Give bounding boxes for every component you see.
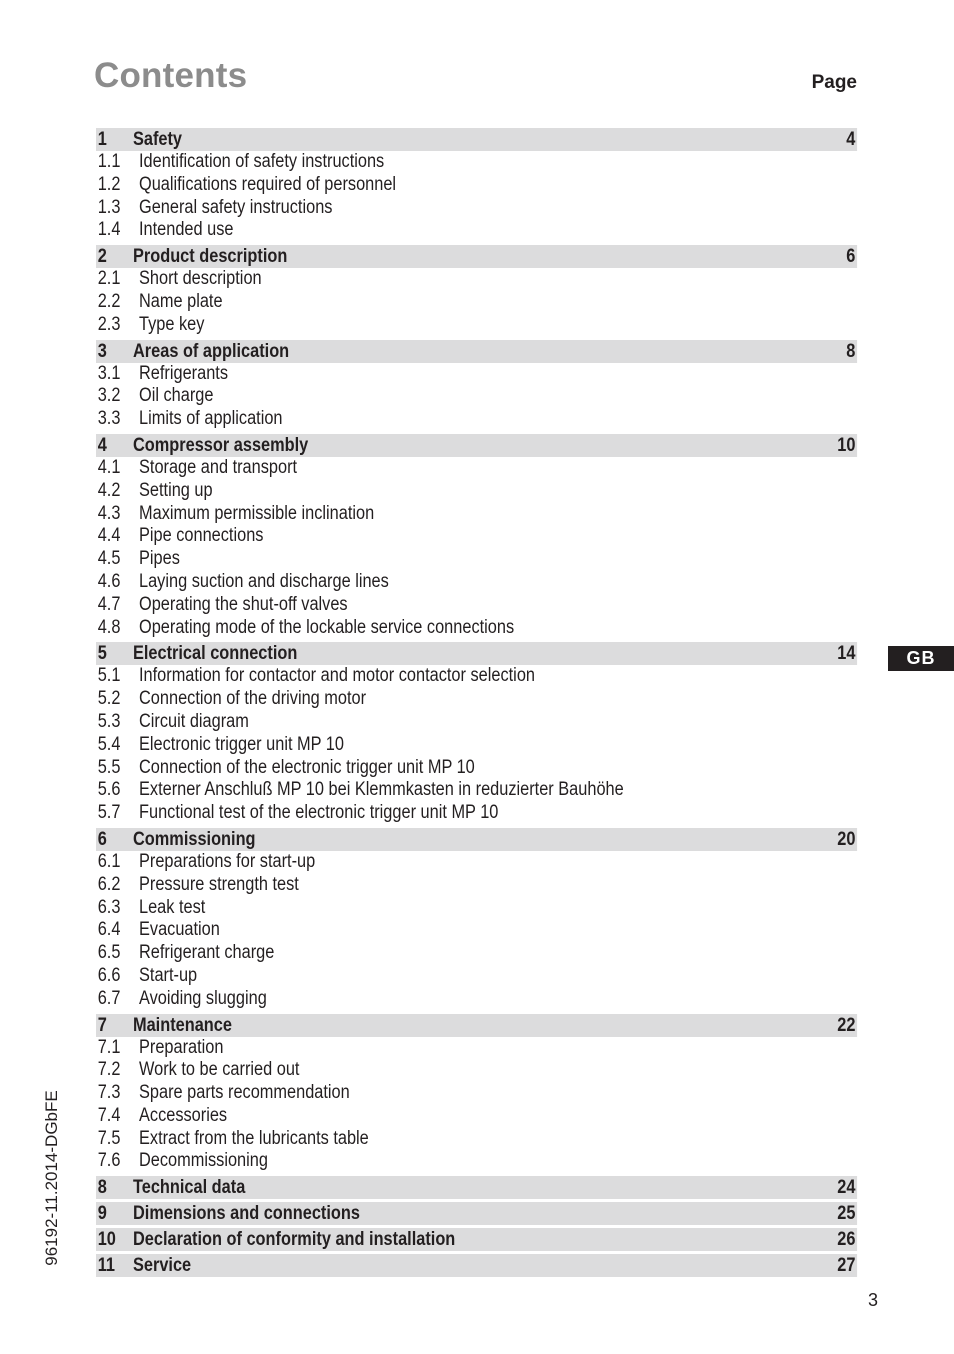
- toc-entry-title: Accessories: [139, 1104, 228, 1126]
- toc-entry-row: [96, 988, 857, 1011]
- toc-entry-number: 3.2: [97, 385, 121, 407]
- toc-entry-title: Work to be carried out: [139, 1059, 300, 1081]
- toc-entry-number: 7.6: [97, 1150, 121, 1172]
- toc-entry-title: Name plate: [139, 290, 223, 312]
- toc-entry-row: [96, 919, 857, 942]
- toc-entry-number: 5.6: [97, 779, 121, 801]
- toc-entry-title: Intended use: [139, 219, 234, 241]
- toc-entry-title: Spare parts recommendation: [139, 1082, 350, 1104]
- toc-section-number: 8: [97, 1177, 107, 1199]
- toc-entry-row: [96, 314, 857, 337]
- toc-entry-row: [96, 1059, 857, 1082]
- toc-section-row: [96, 1254, 857, 1277]
- toc-entry-title: Oil charge: [139, 385, 214, 407]
- toc-section-number: 3: [97, 340, 107, 362]
- toc-entry-title: Pipes: [139, 548, 180, 570]
- toc-entry-row: [96, 503, 857, 526]
- toc-entry-row: [96, 525, 857, 548]
- toc-entry-row: [96, 594, 857, 617]
- toc-section-title: Safety: [132, 129, 183, 150]
- toc-entry-number: 1.1: [97, 151, 121, 172]
- table-of-contents: [96, 128, 857, 1280]
- toc-entry-number: 5.1: [97, 665, 121, 687]
- toc-entry-number: 5.7: [97, 802, 121, 824]
- toc-section-row: [96, 642, 857, 665]
- toc-entry-title: Information for contactor and motor contactor selection: [139, 665, 535, 687]
- toc-section-row: [96, 828, 857, 851]
- toc-entry-number: 2.2: [97, 290, 121, 312]
- toc-section-page: 24: [837, 1177, 856, 1199]
- toc-section-number: 5: [97, 643, 107, 665]
- toc-entry-row: [96, 779, 857, 802]
- toc-entry-title: Laying suction and discharge lines: [139, 570, 389, 592]
- toc-section-page: 25: [837, 1203, 856, 1225]
- toc-entry-row: [96, 480, 857, 503]
- toc-entry-number: 6.3: [97, 896, 121, 918]
- section-gap: [96, 1277, 857, 1280]
- toc-entry-row: [96, 897, 857, 920]
- toc-section-title: Compressor assembly: [132, 434, 309, 456]
- toc-entry-row: [96, 757, 857, 780]
- toc-entry-number: 4.6: [97, 570, 121, 592]
- toc-entry-title: Storage and transport: [139, 456, 298, 478]
- toc-section-title: Maintenance: [132, 1014, 232, 1036]
- toc-entry-number: 6.2: [97, 873, 121, 895]
- toc-entry-title: Maximum permissible inclination: [139, 502, 375, 524]
- toc-entry-number: 4.3: [97, 502, 121, 524]
- toc-section-number: 6: [97, 828, 107, 850]
- toc-entry-row: [96, 385, 857, 408]
- toc-entry-title: Limits of application: [139, 408, 283, 430]
- toc-entry-row: [96, 942, 857, 965]
- toc-entry-title: Extract from the lubricants table: [139, 1127, 369, 1149]
- toc-entry-title: General safety instructions: [139, 196, 333, 218]
- toc-entry-row: [96, 1037, 857, 1060]
- toc-entry-row: [96, 965, 857, 988]
- toc-entry-number: 5.4: [97, 733, 121, 755]
- toc-entry-number: 3.1: [97, 362, 121, 384]
- toc-entry-title: Refrigerant charge: [139, 942, 275, 964]
- toc-entry-number: 4.2: [97, 479, 121, 501]
- toc-section-title: Commissioning: [132, 828, 256, 850]
- language-tab: GB: [888, 646, 954, 671]
- toc-entry-number: 6.4: [97, 919, 121, 941]
- toc-entry-title: Short description: [139, 268, 262, 290]
- page-number: 3: [868, 1290, 879, 1310]
- toc-entry-title: Avoiding slugging: [139, 987, 267, 1009]
- page-column-label: Page: [811, 72, 857, 93]
- toc-entry-row: [96, 617, 857, 640]
- toc-entry-title: Qualifications required of personnel: [139, 173, 397, 195]
- toc-entry-number: 7.1: [97, 1036, 121, 1058]
- toc-entry-title: Operating mode of the lockable service connections: [139, 616, 515, 638]
- toc-section-page: 8: [846, 340, 856, 362]
- toc-entry-title: Evacuation: [139, 919, 220, 941]
- toc-section-title: Electrical connection: [132, 643, 298, 665]
- toc-section-page: 22: [837, 1014, 856, 1036]
- toc-entry-number: 7.3: [97, 1082, 121, 1104]
- toc-entry-title: Circuit diagram: [139, 710, 249, 732]
- toc-section-title: Technical data: [132, 1177, 246, 1199]
- toc-entry-row: [96, 151, 857, 174]
- toc-section-page: 20: [837, 828, 856, 850]
- toc-entry-title: Identification of safety instructions: [139, 151, 385, 172]
- toc-entry-row: [96, 874, 857, 897]
- toc-entry-number: 6.1: [97, 850, 121, 872]
- toc-section-row: [96, 434, 857, 457]
- toc-section-page: 10: [837, 434, 856, 456]
- toc-entry-number: 6.7: [97, 987, 121, 1009]
- toc-section-number: 10: [97, 1229, 116, 1251]
- toc-entry-row: [96, 457, 857, 480]
- toc-section-row: [96, 1202, 857, 1225]
- toc-section-title: Product description: [132, 246, 288, 268]
- toc-entry-row: [96, 197, 857, 220]
- toc-entry-row: [96, 851, 857, 874]
- toc-section-row: [96, 128, 857, 151]
- toc-entry-number: 7.4: [97, 1104, 121, 1126]
- toc-entry-row: [96, 734, 857, 757]
- toc-entry-title: Connection of the driving motor: [139, 688, 367, 710]
- toc-section-page: 6: [846, 246, 856, 268]
- toc-entry-number: 5.5: [97, 756, 121, 778]
- toc-entry-title: Start-up: [139, 964, 198, 986]
- toc-entry-number: 1.4: [97, 219, 121, 241]
- page-title: Contents: [94, 56, 248, 95]
- toc-entry-row: [96, 571, 857, 594]
- toc-section-number: 2: [97, 246, 107, 268]
- toc-entry-title: Operating the shut-off valves: [139, 593, 348, 615]
- toc-entry-row: [96, 1105, 857, 1128]
- toc-entry-title: Functional test of the electronic trigger unit MP 10: [139, 802, 499, 824]
- toc-entry-row: [96, 291, 857, 314]
- toc-entry-row: [96, 1150, 857, 1173]
- toc-section-row: [96, 245, 857, 268]
- toc-entry-title: Decommissioning: [139, 1150, 268, 1172]
- toc-entry-row: [96, 219, 857, 242]
- toc-entry-number: 7.2: [97, 1059, 121, 1081]
- toc-entry-row: [96, 665, 857, 688]
- toc-section-number: 7: [97, 1014, 107, 1036]
- toc-section-row: [96, 340, 857, 363]
- toc-entry-number: 4.1: [97, 456, 121, 478]
- toc-entry-row: [96, 174, 857, 197]
- toc-section-number: 9: [97, 1203, 107, 1225]
- toc-entry-number: 1.2: [97, 173, 121, 195]
- toc-entry-row: [96, 711, 857, 734]
- toc-entry-number: 5.2: [97, 688, 121, 710]
- toc-section-page: 14: [837, 643, 856, 665]
- toc-entry-title: Connection of the electronic trigger unit MP 10: [139, 756, 475, 778]
- toc-section-title: Dimensions and connections: [132, 1203, 360, 1225]
- toc-section-title: Service: [132, 1255, 192, 1277]
- toc-entry-number: 4.7: [97, 593, 121, 615]
- toc-entry-title: Pressure strength test: [139, 873, 299, 895]
- toc-section-page: 27: [837, 1255, 856, 1277]
- toc-entry-number: 1.3: [97, 196, 121, 218]
- toc-entry-number: 2.3: [97, 313, 121, 335]
- toc-entry-row: [96, 1082, 857, 1105]
- toc-entry-number: 3.3: [97, 408, 121, 430]
- toc-entry-title: Refrigerants: [139, 362, 229, 384]
- toc-entry-title: Pipe connections: [139, 525, 264, 547]
- document-code: 96192-11.2014-DGbFE: [42, 1090, 61, 1266]
- toc-entry-row: [96, 268, 857, 291]
- toc-entry-title: Leak test: [139, 896, 206, 918]
- toc-entry-title: Externer Anschluß MP 10 bei Klemmkasten in reduzierter Bauhöhe: [139, 779, 624, 801]
- toc-entry-title: Type key: [139, 313, 205, 335]
- toc-entry-title: Preparation: [139, 1036, 224, 1058]
- toc-entry-number: 7.5: [97, 1127, 121, 1149]
- toc-section-number: 11: [97, 1255, 116, 1277]
- toc-section-title: Declaration of conformity and installation: [132, 1229, 456, 1251]
- toc-entry-number: 6.6: [97, 964, 121, 986]
- toc-entry-row: [96, 688, 857, 711]
- toc-entry-title: Electronic trigger unit MP 10: [139, 733, 344, 755]
- toc-section-page: 4: [846, 129, 856, 150]
- toc-entry-number: 6.5: [97, 942, 121, 964]
- toc-section-page: 26: [837, 1229, 856, 1251]
- toc-entry-number: 5.3: [97, 710, 121, 732]
- toc-entry-number: 4.8: [97, 616, 121, 638]
- toc-section-row: [96, 1014, 857, 1037]
- toc-section-row: [96, 1176, 857, 1199]
- toc-entry-title: Setting up: [139, 479, 213, 501]
- toc-entry-number: 2.1: [97, 268, 121, 290]
- toc-entry-row: [96, 408, 857, 431]
- toc-entry-row: [96, 802, 857, 825]
- toc-section-title: Areas of application: [132, 340, 290, 362]
- toc-entry-number: 4.5: [97, 548, 121, 570]
- toc-section-row: [96, 1228, 857, 1251]
- toc-entry-row: [96, 1128, 857, 1151]
- toc-entry-row: [96, 363, 857, 386]
- toc-section-number: 4: [97, 434, 107, 456]
- toc-entry-title: Preparations for start-up: [139, 850, 316, 872]
- toc-section-number: 1: [97, 129, 107, 150]
- toc-entry-number: 4.4: [97, 525, 121, 547]
- toc-entry-row: [96, 548, 857, 571]
